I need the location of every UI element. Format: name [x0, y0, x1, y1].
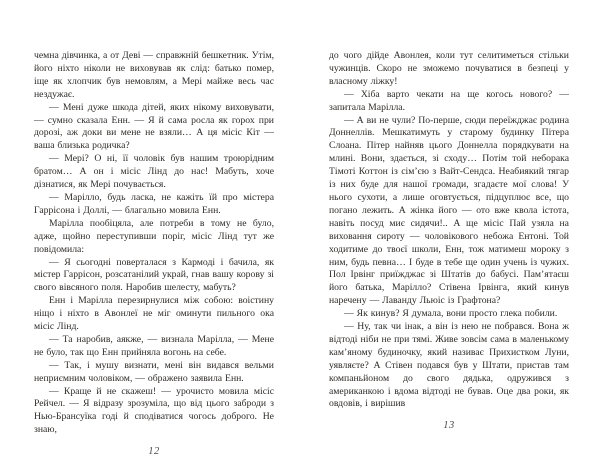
- paragraph: — Як кинув? Я думала, вони просто глека побили.: [344, 308, 558, 320]
- paragraph: — Мері? О ні, її чоловік був нашим троюрідним братом… А он і місіс Лінд до нас! Мабуть, хоче дізнатися, як Мері почувається.: [34, 153, 274, 191]
- paragraph: — Ну, так чи інак, а він із нею не побрався. Вона ж відтоді ніби не при тямі. Живе зовсім сама в маленькому кам’яному будиночку, який називає Прихистком Луни, уявляєте? А Стівен подався був у Штати, пристав там компаньйоном до свого дядька, одружився з американкою і вдома відтоді не бував. Оце два роки, як овдовів, і вирішив: [329, 321, 569, 410]
- right-page: [329, 50, 569, 431]
- paragraph: — Мені дуже шкода дітей, яких нікому виховувати, — сумно сказала Енн. — Я й сама росла як горох при дорозі, аж доки ви мене не взяли… А ця місіс Кіт — ваша близька родичка?: [34, 101, 274, 152]
- left-page-number: 12: [148, 446, 160, 457]
- paragraph: Енн і Марілла перезирнулися між собою: воістину ніщо і ніхто в Авонлеї не міг оминути пильного ока місіс Лінд.: [34, 295, 274, 333]
- right-page-text: [329, 50, 569, 411]
- left-page-text: [34, 50, 274, 437]
- paragraph: до чого дійде Авонлея, коли тут селитиметься стільки чужинців. Скоро не зможемо почуватися в безпеці у власному ліжку!: [329, 50, 569, 87]
- paragraph: — Марілло, будь ласка, не кажіть їй про містера Гаррісона і Доллі, — благально мовила Енн.: [34, 191, 274, 216]
- left-page: [34, 50, 274, 457]
- paragraph: — А ви не чули? По-перше, сюди переїжджає родина Доннеллів. Мешкатимуть у старому будинку Пітера Слоана. Пітер найняв цього Доннелла порядкувати на млині. Вони, здається, зі сходу… Потім той неборака Тімоті Коттон із сім’єю з Вайт-Сендса. Неабиякий тягар із них буде для нашої громади, згадаєте мої слова! У нього сухоти, а лише оговтується, підцуплює все, що погано лежить. А жінка його — ото вже квола істота, навіть посуд миє сидячи!.. А ще місіс Пай узяла на виховання сироту — чоловікового небожа Ентоні. Той ходитиме до твоєї школи, Енн, тож матимеш мороку з ним, будь певна… І буде в тебе ще один учень із чужих. Пол Ірвінг приїжджає зі Штатів до бабусі. Пам’ятаєш його батька, Марілло? Стівена Ірвінга, який кинув наречену — Лаванду Льюіс із Графтона?: [329, 114, 569, 307]
- paragraph: Марілла пообіцяла, але потреби в тому не було, адже, щойно переступивши поріг, місіс Лінд тут же повідомила:: [34, 217, 274, 255]
- paragraph: — Я сьогодні поверталася з Кармоді і бачила, як містер Гаррісон, розсатанілий украй, гнав вашу корову зі свого вівсяного поля. Наробив шелесту, мабуть?: [34, 256, 274, 294]
- paragraph: чемна дівчинка, а от Деві — справжній бешкетник. Утім, його ніхто ніколи не виховував як слід: батько помер, іще як хлопчик був немовлям, а Мері майже весь час нездужає.: [34, 50, 274, 100]
- paragraph: — Краще й не скажеш! — урочисто мовила місіс Рейчел. — Я відразу зрозуміла, що від цього заброди з Нью-Брансуїка годі й сподіватися чогось доброго. Не знаю,: [34, 385, 274, 436]
- paragraph: — Та наробив, аякже, — визнала Марілла, — Мене не було, так що Енн прийняла вогонь на себе.: [34, 333, 274, 358]
- paragraph: — Так, і мушу визнати, мені він видався вельми неприємним чоловіком, — ображено заявила Енн.: [34, 359, 274, 384]
- right-page-number: 13: [443, 420, 455, 432]
- paragraph: — Хіба варто чекати на ще когось нового? — запитала Марілла.: [329, 88, 569, 113]
